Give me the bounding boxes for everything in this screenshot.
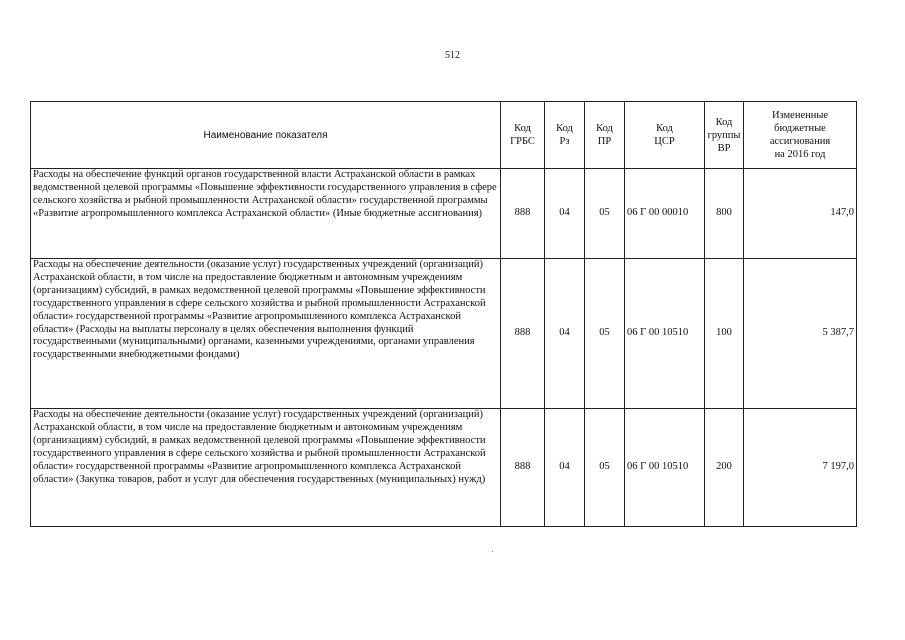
header-amount-line-2: бюджетные (774, 123, 826, 134)
header-rz (545, 102, 585, 169)
header-csr-line-2: ЦСР (654, 136, 675, 147)
row-indicator-name: Расходы на обеспечение деятельности (оказание услуг) государственных учреждений (организаций) Астраханской области, в том числе на предоставление бюджетным и автономным учреждениям (организациям) субсидий, в рамках ведомственной целевой программы «Повышение эффективности государственного управления в сфере сельского хозяйства и рыбной промышленности Астраханской области» государственной программы «Развитие агропромышленного комплекса Астраханской области» (Расходы на выплаты персоналу в целях обеспечения выполнения функций государственными (муниципальными) органами, казенными учреждениями, органами управления государственными внебюджетными фондами) (31, 259, 501, 409)
header-amount-line-3: ассигнования (769, 136, 831, 147)
row-rz-code: 04 (545, 259, 585, 409)
row-pr-code: 05 (585, 259, 625, 409)
row-grbs-code: 888 (501, 169, 545, 259)
table-row (31, 259, 857, 409)
page-number: 512 (445, 50, 460, 61)
table-header (31, 102, 857, 169)
scan-speck (492, 551, 493, 552)
header-pr-line-1: Код (596, 123, 613, 134)
header-row (31, 102, 857, 169)
row-rz-code: 04 (545, 409, 585, 527)
table-body (31, 169, 857, 527)
header-csr-line-1: Код (656, 123, 673, 134)
row-amount: 147,0 (744, 169, 857, 259)
row-vr-code: 100 (705, 259, 744, 409)
header-vr-line-1: Код (715, 116, 733, 128)
budget-allocations-table (30, 101, 857, 527)
header-vr-line-2: группы (707, 129, 741, 141)
header-indicator-name: Наименование показателя (31, 102, 501, 169)
header-amount-line-4: на 2016 год (774, 149, 826, 160)
header-vr-line-3: ВР (717, 142, 731, 154)
row-grbs-code: 888 (501, 409, 545, 527)
header-grbs (501, 102, 545, 169)
row-pr-code: 05 (585, 169, 625, 259)
row-csr-code: 06 Г 00 00010 (625, 169, 705, 259)
header-rz-line-2: Рз (559, 136, 570, 147)
row-vr-code: 200 (705, 409, 744, 527)
row-indicator-name: Расходы на обеспечение деятельности (оказание услуг) государственных учреждений (организаций) Астраханской области, в том числе на предоставление бюджетным и автономным учреждениям (организациям) субсидий, в рамках ведомственной целевой программы «Повышение эффективности государственного управления в сфере сельского хозяйства и рыбной промышленности Астраханской области» государственной программы «Развитие агропромышленного комплекса Астраханской области» (Закупка товаров, работ и услуг для обеспечения государственных (муниципальных) нужд) (31, 409, 501, 527)
row-pr-code: 05 (585, 409, 625, 527)
row-amount: 5 387,7 (744, 259, 857, 409)
row-amount: 7 197,0 (744, 409, 857, 527)
row-csr-code: 06 Г 00 10510 (625, 259, 705, 409)
header-rz-line-1: Код (556, 123, 573, 134)
table-row (31, 409, 857, 527)
header-pr (585, 102, 625, 169)
table-row (31, 169, 857, 259)
header-vr (705, 102, 744, 169)
header-amount-line-1: Измененные (771, 110, 829, 121)
header-amount (744, 102, 857, 169)
header-csr (625, 102, 705, 169)
row-rz-code: 04 (545, 169, 585, 259)
row-grbs-code: 888 (501, 259, 545, 409)
header-grbs-line-1: Код (514, 123, 531, 134)
row-csr-code: 06 Г 00 10510 (625, 409, 705, 527)
row-indicator-name: Расходы на обеспечение функций органов государственной власти Астраханской области в рамках ведомственной целевой программы «Повышение эффективности государственного управления в сфере сельского хозяйства и рыбной промышленности Астраханской области» государственной программы «Развитие агропромышленного комплекса Астраханской области» (Иные бюджетные ассигнования) (31, 169, 501, 259)
header-grbs-line-2: ГРБС (510, 136, 535, 147)
row-vr-code: 800 (705, 169, 744, 259)
header-pr-line-2: ПР (597, 136, 612, 147)
